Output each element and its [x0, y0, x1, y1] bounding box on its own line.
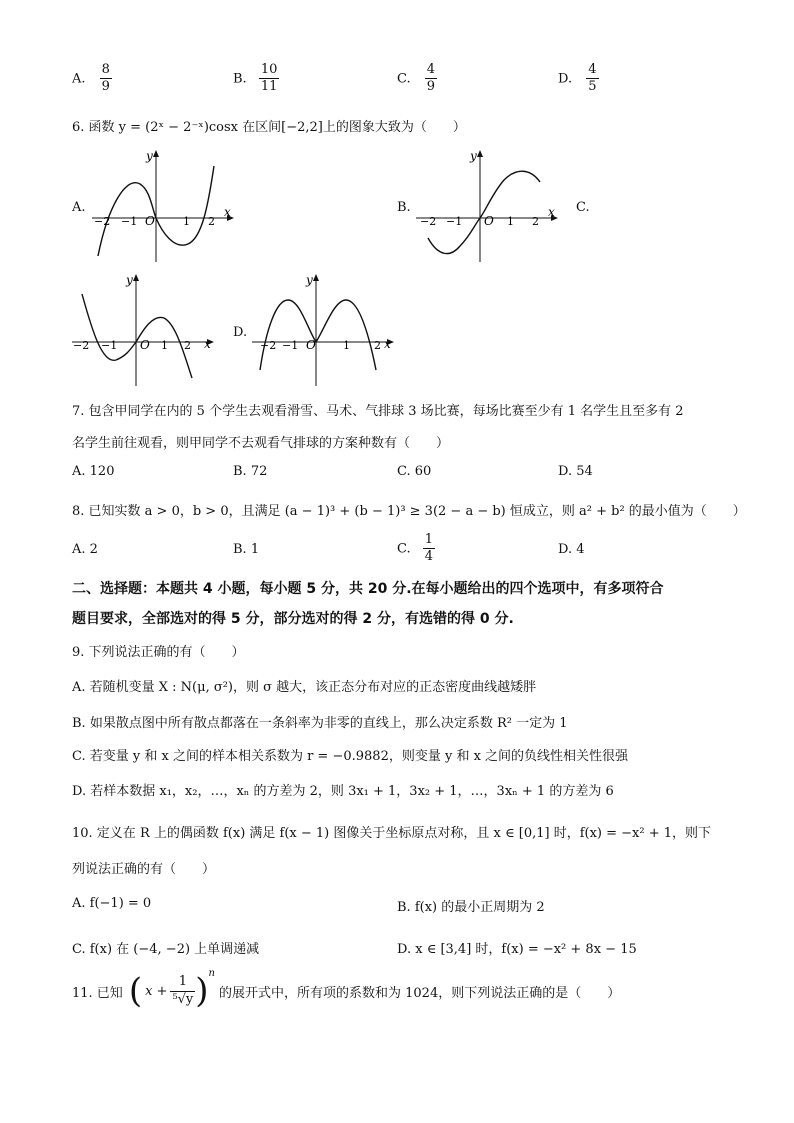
x-axis-label: x: [224, 205, 231, 219]
origin-label: O: [145, 214, 155, 228]
q6-graph-c-label: C.: [576, 200, 590, 215]
tick-label: 2: [208, 215, 215, 228]
q6-graph-a: [88, 146, 238, 264]
tick-label: 2: [374, 339, 381, 352]
q11-stem: 11. 已知 ( x + $\frac{1}{\text{⁵√y}}$ ) n 的展开式中，所有项的系数和为 1024，则下列说法正确的是（ ）: [72, 967, 621, 1011]
x-axis-label: x: [384, 337, 391, 351]
tick-label: −1: [446, 215, 463, 228]
q6-graph-d-label: D.: [233, 325, 248, 340]
fraction: $\frac{8}{9}$: [101, 62, 110, 95]
y-axis-label: y: [146, 149, 153, 163]
q6-graph-a-label: A.: [72, 200, 86, 215]
fraction: $\frac{4}{5}$: [588, 62, 597, 95]
tick-label: −1: [282, 339, 299, 352]
q10-stem-line2: 列说法正确的有（ ）: [72, 862, 216, 877]
tick-label: −2: [260, 339, 277, 352]
q10-option-d: D. x ∈ [3,4] 时，f(x) = −x² + 8x − 15: [397, 942, 637, 957]
origin-label: O: [140, 338, 150, 352]
q8-option-a: A. 2: [72, 542, 98, 557]
tick-label: 1: [343, 339, 350, 352]
q9-option-c: C. 若变量 y 和 x 之间的样本相关系数为 r = −0.9882，则变量 y 和 x 之间的负线性相关性很强: [72, 749, 629, 764]
q10-stem-line1: 10. 定义在 R 上的偶函数 f(x) 满足 f(x − 1) 图像关于坐标原点对称，且 x ∈ [0,1] 时，f(x) = −x² + 1，则下: [72, 826, 711, 841]
tick-label: −2: [73, 339, 90, 352]
q8-stem: 8. 已知实数 a > 0，b > 0，且满足 (a − 1)³ + (b − 1)³ ≥ 3(2 − a − b) 恒成立，则 a² + b² 的最小值为（ ）: [72, 504, 746, 519]
q7-stem-line2: 名学生前往观看，则甲同学不去观看气排球的方案种数有（ ）: [72, 436, 450, 451]
q7-stem-line1: 7. 包含甲同学在内的 5 个学生去观看滑雪、马术、气排球 3 场比赛，每场比赛至少有 1 名学生且至多有 2: [72, 404, 684, 419]
fraction: $\frac{1}{\text{⁵√y}}$: [172, 974, 194, 1007]
q8-option-c: C. $\frac{1}{4}$: [397, 532, 434, 565]
q9-stem: 9. 下列说法正确的有（ ）: [72, 645, 245, 660]
x-axis-label: x: [204, 337, 211, 351]
fraction: $\frac{4}{9}$: [426, 62, 436, 95]
fraction: $\frac{10}{11}$: [260, 62, 278, 95]
q6-stem: 6. 函数 y = (2ˣ − 2⁻ˣ)cosx 在区间[−2,2]上的图象大致为（ ）: [72, 120, 466, 135]
q10-option-c: C. f(x) 在 (−4, −2) 上单调递减: [72, 942, 260, 957]
x-axis-label: x: [548, 205, 555, 219]
tick-label: −1: [101, 339, 118, 352]
q10-option-b: B. f(x) 的最小正周期为 2: [397, 900, 545, 915]
q7-option-a: A. 120: [72, 464, 115, 479]
q7-option-d: D. 54: [558, 464, 593, 479]
origin-label: O: [306, 338, 316, 352]
left-paren: (: [128, 971, 143, 1011]
q5-option-b: B. $\frac{10}{11}$: [233, 62, 278, 95]
q8-option-b: B. 1: [233, 542, 260, 557]
section-heading-line1: 二、选择题：本题共 4 小题，每小题 5 分，共 20 分.在每小题给出的四个选项中，有多项符合: [72, 581, 664, 597]
q7-option-b: B. 72: [233, 464, 268, 479]
q5-option-c: C. $\frac{4}{9}$: [397, 62, 436, 95]
tick-label: 2: [532, 215, 539, 228]
q9-option-d: D. 若样本数据 x₁，x₂，…，xₙ 的方差为 2，则 3x₁ + 1，3x₂ + 1，…，3xₙ + 1 的方差为 6: [72, 784, 614, 799]
q10-option-a: A. f(−1) = 0: [72, 896, 152, 911]
y-axis-label: y: [470, 149, 477, 163]
tick-label: 1: [507, 215, 514, 228]
q5-option-d: D. $\frac{4}{5}$: [558, 62, 597, 95]
origin-label: O: [484, 214, 494, 228]
tick-label: 2: [184, 339, 191, 352]
q6-graph-b: [412, 146, 562, 264]
q6-graph-c: [68, 270, 218, 388]
y-axis-label: y: [306, 273, 313, 287]
q6-graph-d: [248, 270, 398, 388]
q6-graph-b-label: B.: [397, 200, 411, 215]
q9-option-b: B. 如果散点图中所有散点都落在一条斜率为非零的直线上，那么决定系数 R² 一定为 1: [72, 716, 568, 731]
q8-option-d: D. 4: [558, 542, 585, 557]
section-heading-line2: 题目要求，全部选对的得 5 分，部分选对的得 2 分，有选错的得 0 分.: [72, 611, 514, 627]
right-paren: ): [195, 971, 209, 1011]
tick-label: 1: [183, 215, 190, 228]
tick-label: −2: [420, 215, 437, 228]
y-axis-label: y: [126, 273, 133, 287]
tick-label: −2: [94, 215, 111, 228]
tick-label: −1: [121, 215, 138, 228]
q7-option-c: C. 60: [397, 464, 432, 479]
q5-option-a: A. $\frac{8}{9}$: [72, 62, 110, 95]
q9-option-a: A. 若随机变量 X : N(μ, σ²)，则 σ 越大，该正态分布对应的正态密度曲线越矮胖: [72, 680, 537, 695]
fraction: $\frac{1}{4}$: [424, 532, 434, 565]
tick-label: 1: [161, 339, 168, 352]
